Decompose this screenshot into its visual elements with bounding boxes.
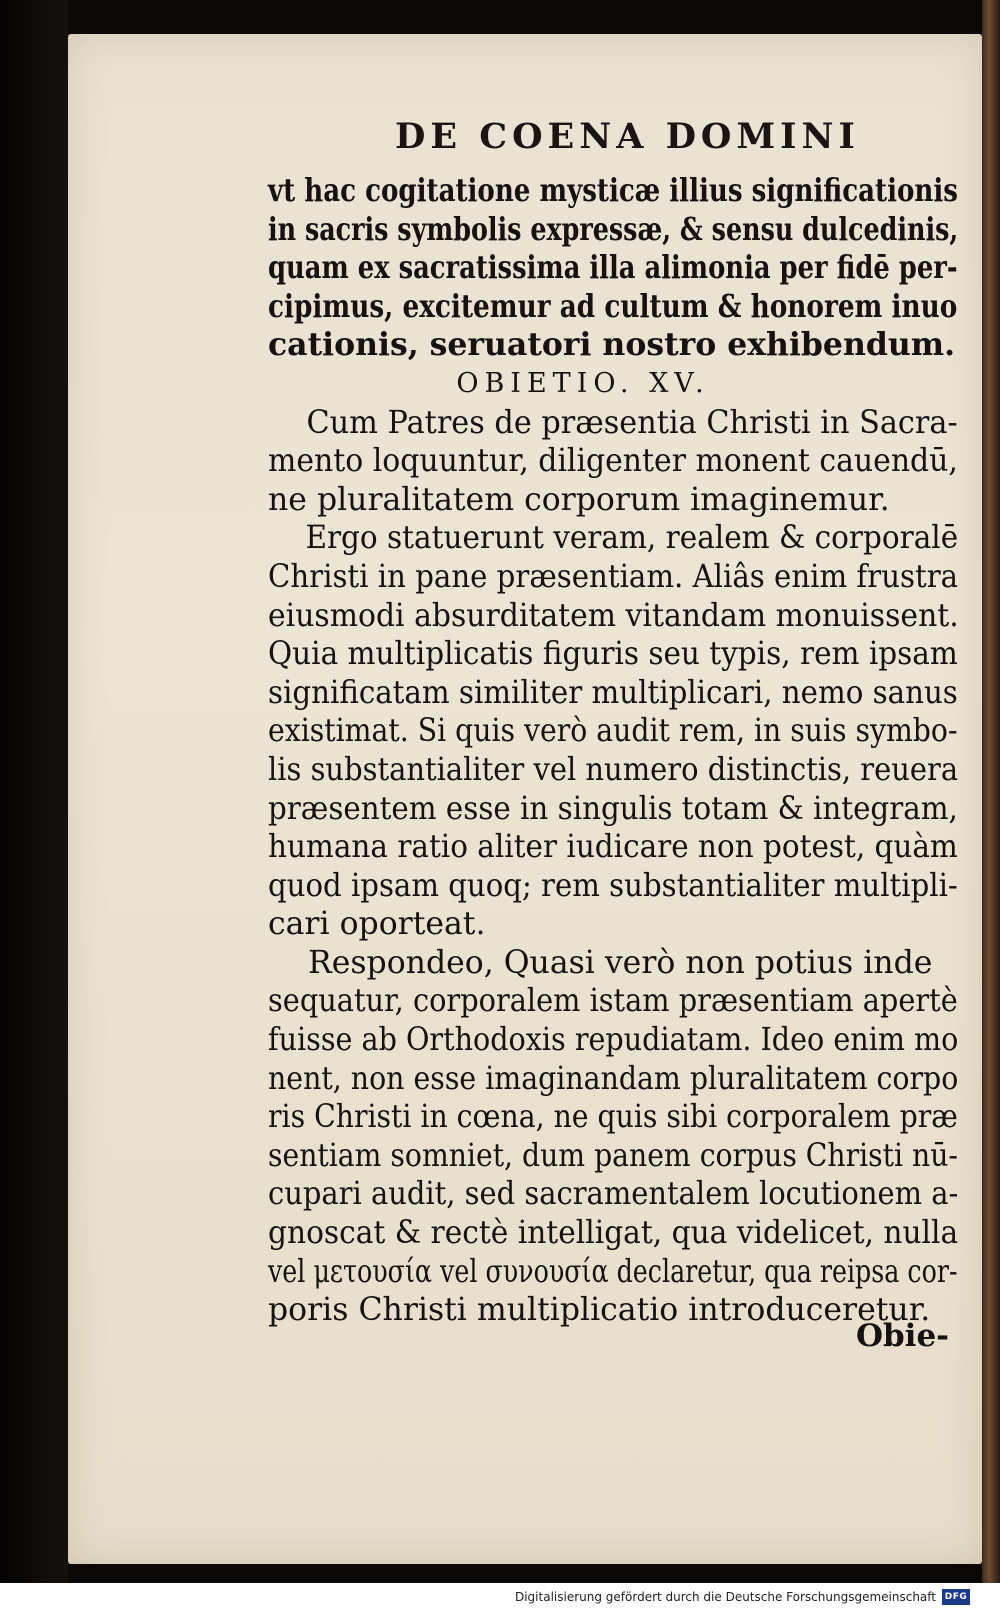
text-line: vel μετουσία vel συνουσία declaretur, qua reipsa cor- [268, 1253, 958, 1290]
text-line: sentiam somniet, dum panem corpus Christi nū- [268, 1137, 958, 1174]
text-line: cari oporteat. [268, 906, 486, 943]
text-line: ne pluralitatem corporum imaginemur. [268, 481, 890, 518]
page-body [268, 172, 968, 1330]
text-line: Quia multiplicatis figuris seu typis, rem ipsam [268, 636, 958, 673]
text-line: cupari audit, sed sacramentalem locutionem a- [268, 1176, 959, 1213]
text-line: poris Christi multiplicatio introduceretur. [268, 1292, 931, 1329]
scan-border [0, 0, 68, 1613]
text-line: humana ratio aliter iudicare non potest, quàm [268, 829, 958, 866]
text-line: Respondeo, Quasi verò non potius inde [308, 944, 933, 981]
text-line: quod ipsam quoq; rem substantialiter multipli- [268, 867, 958, 904]
footer-credit: Digitalisierung gefördert durch die Deutsche Forschungsgemeinschaft [514, 1590, 936, 1604]
text-line: eiusmodi absurditatem vitandam monuissent. [268, 597, 959, 634]
text-line: ris Christi in cœna, ne quis sibi corporalem præ [268, 1099, 958, 1136]
dfg-logo[interactable]: DFG [942, 1589, 970, 1605]
text-line: fuisse ab Orthodoxis repudiatam. Ideo enim mo [268, 1022, 959, 1059]
text-line: in sacris symbolis expressæ, & sensu dulcedinis, [268, 210, 959, 248]
text-line: cationis, seruatori nostro exhibendum. [268, 326, 956, 364]
text-line: significatam similiter multiplicari, nemo sanus [268, 674, 958, 711]
text-line: cipimus, excitemur ad cultum & honorem inuo [268, 287, 958, 325]
book-edge [982, 0, 1000, 1613]
text-line: mento loquuntur, diligenter monent cauendū, [268, 443, 958, 480]
text-line: quam ex sacratissima illa alimonia per fidē per- [268, 249, 958, 287]
text-line: vt hac cogitatione mysticæ illius significationis [268, 172, 958, 209]
text-line: sequatur, corporalem istam præsentiam apertè [268, 983, 958, 1020]
text-line: lis substantialiter vel numero distinctis, reuera [268, 751, 959, 788]
text-line: Ergo statuerunt veram, realem & corporalē [305, 520, 959, 557]
text-line: OBIETIO. XV. [456, 367, 710, 399]
text-line: gnoscat & rectè intelligat, qua videlicet, nulla [268, 1215, 959, 1252]
text-line: præsentem esse in singulis totam & integram, [268, 790, 958, 827]
running-header: DE COENA DOMINI [395, 116, 860, 157]
catchword: Obie- [856, 1318, 950, 1354]
text-line: nent, non esse imaginandam pluralitatem corpo [268, 1060, 959, 1097]
text-line: Cum Patres de præsentia Christi in Sacra- [306, 404, 958, 441]
text-line: Christi in pane præsentiam. Aliâs enim frustra [268, 558, 959, 595]
text-line: existimat. Si quis verò audit rem, in suis symbo- [268, 713, 958, 750]
footer-bar [0, 1583, 1000, 1613]
